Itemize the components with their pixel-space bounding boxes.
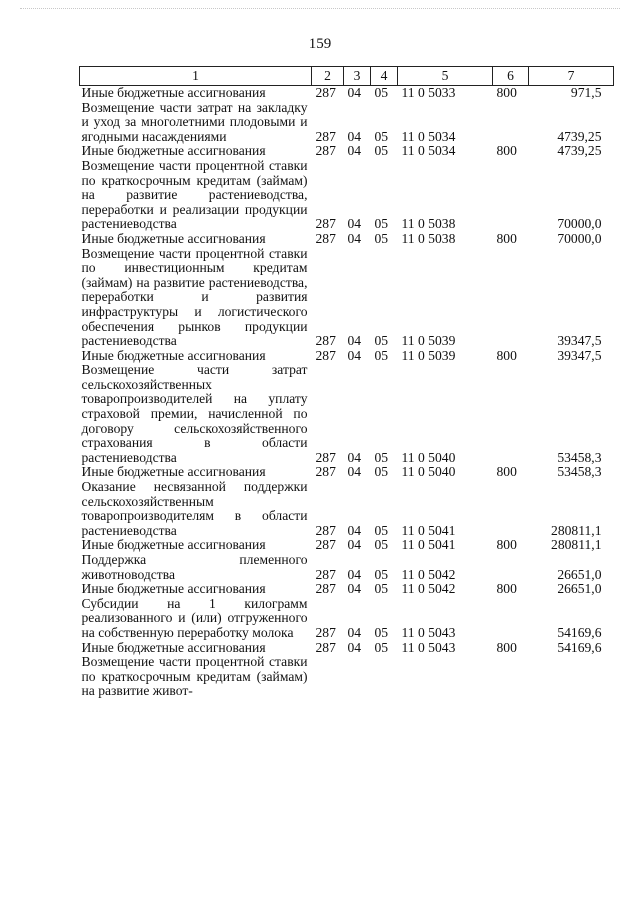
row-name: Возмещение части процентной ставки по инвестиционным кредитам (займам) на развитие растениеводства, переработки и развития инфраструктуры и логистического обеспечения рынков продукции растениеводства [81,245,308,349]
table-header-row [80,67,614,86]
row-code-expense-type [493,159,529,232]
row-name: Иные бюджетные ассигнования [81,464,266,480]
row-code-expense-type: 800 [496,639,517,655]
row-code-target [398,655,493,699]
header-col-1: 1 [80,67,312,86]
row-code-section: 04 [347,522,362,538]
row-code-admin: 287 [315,624,336,640]
row-code-subsection: 05 [374,566,389,582]
row-code-section [344,655,371,699]
row-code-subsection: 05 [374,216,389,232]
row-amount: 70000,0 [557,230,602,246]
row-code-target: 11 0 5038 [401,230,456,246]
row-code-expense-type [493,101,529,145]
header-col-2: 2 [312,67,344,86]
row-code-expense-type: 800 [496,464,517,480]
row-code-target: 11 0 5034 [401,128,456,144]
table-body [80,86,614,699]
row-code-admin: 287 [315,85,336,100]
row-code-subsection: 05 [374,128,389,144]
row-code-admin: 287 [315,566,336,582]
row-code-admin: 287 [315,128,336,144]
row-code-expense-type: 800 [496,347,517,363]
row-name: Иные бюджетные ассигнования [81,143,266,159]
row-code-admin: 287 [315,639,336,655]
row-name: Оказание несвязанной поддержки сельскохозяйственным товаропроизводителям в области растениеводства [81,479,308,538]
table-row [80,641,614,656]
row-amount: 54169,6 [557,624,602,640]
row-amount: 4739,25 [557,128,602,144]
row-amount: 70000,0 [557,216,602,232]
table-row [80,247,614,349]
table-row [80,480,614,538]
row-code-target: 11 0 5033 [401,85,456,100]
row-amount: 53458,3 [557,449,602,465]
row-code-target: 11 0 5040 [401,464,456,480]
row-code-admin: 287 [315,143,336,159]
row-name: Возмещение части затрат на закладку и уход за многолетними плодовыми и ягодными насаждениями [81,99,308,144]
row-code-subsection: 05 [374,522,389,538]
row-code-target: 11 0 5041 [401,522,456,538]
row-code-expense-type: 800 [496,537,517,553]
row-code-section: 04 [347,85,362,100]
row-code-section: 04 [347,347,362,363]
row-name: Субсидии на 1 килограмм реализованного и (или) отгруженного на собственную переработку молока [81,595,308,640]
header-col-4: 4 [371,67,398,86]
row-code-subsection: 05 [374,639,389,655]
table-row [80,655,614,699]
row-code-admin: 287 [315,333,336,349]
row-code-section: 04 [347,639,362,655]
page-number: 159 [308,36,332,52]
row-code-subsection: 05 [374,347,389,363]
row-code-section: 04 [347,143,362,159]
table-row [80,86,614,101]
row-code-subsection [371,655,398,699]
row-code-subsection: 05 [374,624,389,640]
row-code-section: 04 [347,624,362,640]
row-name: Поддержка племенного животноводства [81,552,308,582]
table-row [80,232,614,247]
row-code-section: 04 [347,566,362,582]
table-row [80,101,614,145]
table-row [80,363,614,465]
budget-table [79,66,614,699]
row-amount: 971,5 [570,85,602,100]
header-col-5: 5 [398,67,493,86]
row-code-subsection: 05 [374,581,389,597]
row-name: Возмещение части процентной ставки по краткосрочным кредитам (займам) на развитие растениеводства, переработки и реализации продукции растениеводства [81,157,308,232]
row-code-admin: 287 [315,216,336,232]
row-code-admin: 287 [315,581,336,597]
row-code-target: 11 0 5039 [401,347,456,363]
row-code-subsection: 05 [374,230,389,246]
table-row [80,349,614,364]
row-code-section: 04 [347,333,362,349]
row-amount: 26651,0 [557,581,602,597]
row-code-section: 04 [347,581,362,597]
row-code-section: 04 [347,128,362,144]
row-name: Иные бюджетные ассигнования [81,537,266,553]
row-code-target: 11 0 5034 [401,143,456,159]
header-col-7: 7 [529,67,614,86]
row-name: Возмещение части процентной ставки по краткосрочным кредитам (займам) на развитие живот- [81,654,308,699]
row-code-section: 04 [347,464,362,480]
row-code-target: 11 0 5041 [401,537,456,553]
row-amount: 39347,5 [557,333,602,349]
row-code-target: 11 0 5043 [401,639,456,655]
header-col-3: 3 [344,67,371,86]
table-row [80,582,614,597]
row-code-expense-type: 800 [496,85,517,100]
row-code-expense-type [493,597,529,641]
row-code-subsection: 05 [374,537,389,553]
row-code-admin: 287 [315,449,336,465]
row-amount: 53458,3 [557,464,602,480]
row-code-expense-type [493,655,529,699]
row-code-subsection: 05 [374,333,389,349]
table-row [80,553,614,582]
row-code-subsection: 05 [374,143,389,159]
header-col-6: 6 [493,67,529,86]
row-code-admin: 287 [315,522,336,538]
row-code-target: 11 0 5042 [401,581,456,597]
row-code-admin: 287 [315,347,336,363]
row-code-section: 04 [347,537,362,553]
row-code-section: 04 [347,230,362,246]
row-code-admin: 287 [315,537,336,553]
row-amount: 4739,25 [557,143,602,159]
row-code-target: 11 0 5039 [401,333,456,349]
row-code-section: 04 [347,449,362,465]
row-code-target: 11 0 5043 [401,624,456,640]
row-code-expense-type [493,363,529,465]
row-code-expense-type: 800 [496,143,517,159]
table-row [80,538,614,553]
row-code-expense-type [493,247,529,349]
row-name: Иные бюджетные ассигнования [81,85,266,100]
row-code-subsection: 05 [374,464,389,480]
row-amount: 280811,1 [551,537,602,553]
row-code-target: 11 0 5042 [401,566,456,582]
row-name: Иные бюджетные ассигнования [81,230,266,246]
row-amount: 280811,1 [551,522,602,538]
row-code-admin: 287 [315,464,336,480]
row-code-expense-type [493,553,529,582]
row-code-expense-type [493,480,529,538]
row-name: Возмещение части затрат сельскохозяйственных товаропроизводителей на уплату страховой премии, начисленной по договору сельскохозяйственного страхования в области растениеводства [81,362,308,465]
table-row [80,144,614,159]
row-code-target: 11 0 5038 [401,216,456,232]
scan-artifact-line [20,8,620,11]
row-code-admin [312,655,344,699]
row-code-subsection: 05 [374,449,389,465]
row-amount: 26651,0 [557,566,602,582]
table-row [80,597,614,641]
row-name: Иные бюджетные ассигнования [81,347,266,363]
row-amount: 39347,5 [557,347,602,363]
row-code-target: 11 0 5040 [401,449,456,465]
table-row [80,159,614,232]
row-amount [529,655,614,699]
row-name: Иные бюджетные ассигнования [81,581,266,597]
row-amount: 54169,6 [557,639,602,655]
row-code-section: 04 [347,216,362,232]
table-row [80,465,614,480]
row-code-expense-type: 800 [496,230,517,246]
row-name: Иные бюджетные ассигнования [81,639,266,655]
row-code-admin: 287 [315,230,336,246]
row-code-expense-type: 800 [496,581,517,597]
row-code-subsection: 05 [374,85,389,100]
